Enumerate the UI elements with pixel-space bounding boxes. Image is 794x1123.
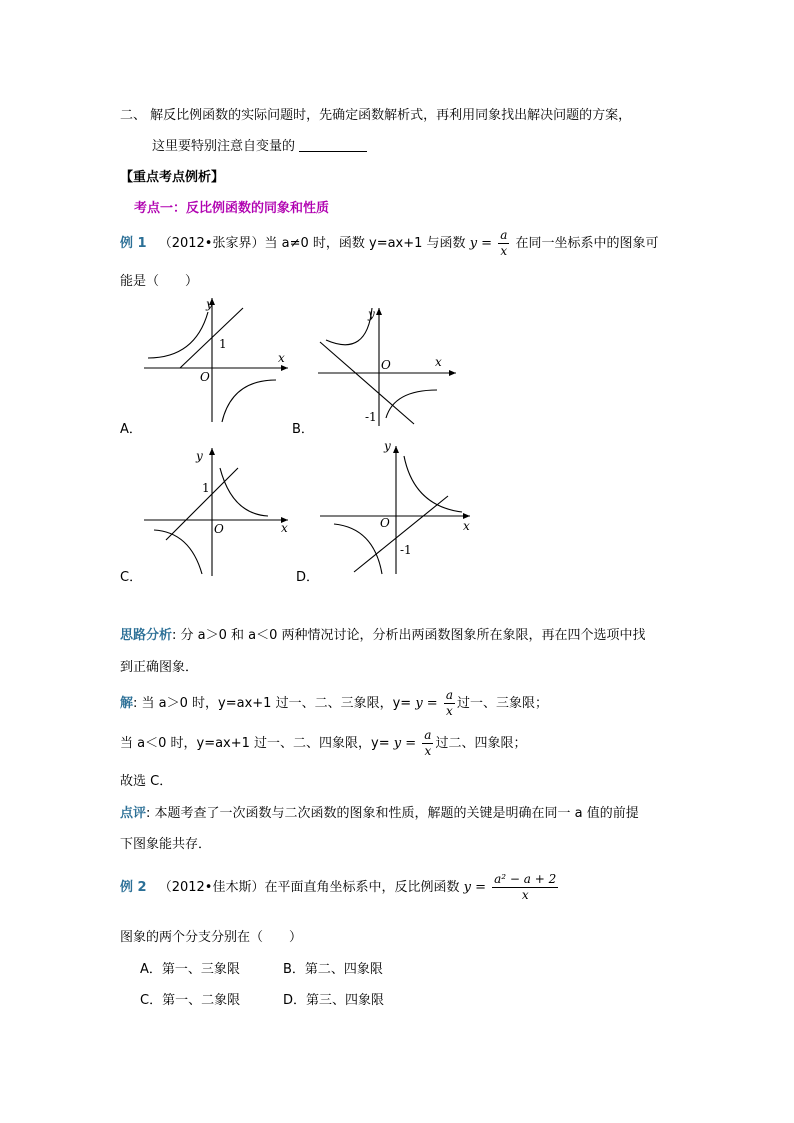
- graph-b: [312, 298, 462, 430]
- graph-d: [314, 436, 474, 580]
- intercept-label: -1: [365, 410, 377, 424]
- graph-c: [140, 440, 292, 580]
- intercept-label: -1: [400, 543, 412, 557]
- hyperbola-branch: [220, 468, 268, 516]
- frac-numerator: a² − a + 2: [494, 872, 557, 886]
- hyperbola-branch: [148, 312, 208, 358]
- example1-text-after: 在同一坐标系中的图象可: [515, 236, 659, 251]
- solution-line3: 故选 C．: [120, 774, 173, 789]
- y-label: y: [384, 439, 391, 453]
- example1-fraction: [498, 228, 509, 259]
- section2-line2-text: 这里要特别注意自变量的: [152, 139, 296, 154]
- frac-numerator: a: [424, 728, 432, 742]
- answer-blank: [299, 151, 367, 152]
- analysis-label: 思路分析: [120, 628, 173, 643]
- section2-line1: 二、 解反比例函数的实际问题时，先确定函数解析式，再利用同象找出解决问题的方案，: [120, 108, 632, 123]
- y-label: y: [206, 297, 213, 311]
- key-points-heading: 【重点考点例析】: [120, 170, 225, 185]
- hyperbola-branch: [334, 524, 382, 574]
- frac-denominator: x: [521, 888, 529, 902]
- y-arrow: [376, 308, 382, 315]
- graph-a: [140, 290, 292, 426]
- option-b-label: B．: [292, 422, 314, 437]
- hyperbola-branch: [154, 530, 202, 574]
- comment-line1: [120, 802, 639, 821]
- example2-option-d: D．第三、四象限: [283, 993, 385, 1008]
- intercept-label: 1: [219, 337, 227, 351]
- solution-text2b: 过二、四象限；: [435, 736, 527, 751]
- solution-fraction-1: [444, 688, 455, 719]
- frac-numerator: a: [500, 228, 508, 242]
- example1-y-eq: y =: [469, 236, 493, 251]
- y-arrow: [393, 446, 399, 453]
- origin-label: O: [381, 358, 391, 372]
- solution-line2: [120, 728, 526, 759]
- solution-y-eq: y =: [393, 736, 417, 751]
- example1-line2: 能是（ ）: [120, 274, 199, 289]
- x-arrow: [449, 370, 456, 376]
- example1-text-before: （2012•张家界）当 a≠0 时，函数 y=ax+1 与函数: [158, 236, 466, 251]
- solution-y-eq: y =: [415, 696, 438, 711]
- example2-option-a: A．第一、三象限: [140, 962, 240, 977]
- hyperbola-branch: [326, 308, 372, 345]
- example2-option-c: C．第一、二象限: [140, 993, 241, 1008]
- solution-fraction-2: [422, 728, 433, 759]
- example2-line1: [120, 872, 560, 903]
- hyperbola-branch: [386, 390, 437, 418]
- frac-denominator: x: [500, 244, 508, 258]
- x-arrow: [281, 365, 288, 371]
- origin-label: O: [214, 522, 224, 536]
- frac-denominator: x: [424, 744, 432, 758]
- example2-label: 例 2: [120, 880, 147, 895]
- origin-label: O: [380, 516, 390, 530]
- solution-label: 解: [120, 696, 134, 711]
- solution-text1b: 过一、三象限；: [456, 696, 548, 711]
- y-label: y: [196, 449, 203, 463]
- frac-numerator: a: [445, 688, 453, 702]
- example2-line2: 图象的两个分支分别在（ ）: [120, 930, 303, 945]
- kaodian-title: 考点一：反比例函数的同象和性质: [134, 201, 330, 216]
- solution-line1: [120, 688, 548, 719]
- line-graph: [166, 468, 238, 540]
- example2-option-b: B．第二、四象限: [283, 962, 383, 977]
- example2-fraction: [492, 872, 558, 903]
- example1-label: 例 1: [120, 236, 147, 251]
- example1-line1: [120, 228, 659, 259]
- example2-y-eq: y =: [463, 880, 486, 895]
- intercept-label: 1: [202, 481, 210, 495]
- example2-text: （2012•佳木斯）在平面直角坐标系中，反比例函数: [158, 880, 460, 895]
- section2-line2: [152, 135, 367, 154]
- analysis-line1: [120, 624, 646, 643]
- analysis-text1: : 分 a＞0 和 a＜0 两种情况讨论，分析出两函数图象所在象限，再在四个选项中找: [172, 628, 646, 643]
- comment-line2: 下图象能共存．: [120, 837, 212, 852]
- hyperbola-branch: [222, 380, 276, 422]
- analysis-line2: 到正确图象．: [120, 660, 199, 675]
- line-graph: [354, 496, 448, 572]
- x-label: x: [463, 519, 470, 533]
- solution-text2a: 当 a＜0 时，y=ax+1 过一、二、四象限，y=: [120, 736, 390, 751]
- x-label: x: [435, 355, 442, 369]
- comment-label: 点评: [120, 806, 147, 821]
- option-c-label: C．: [120, 570, 143, 585]
- y-arrow: [209, 448, 215, 455]
- option-d-label: D．: [296, 570, 320, 585]
- solution-text1a: : 当 a＞0 时，y=ax+1 过一、二、三象限，y=: [133, 696, 412, 711]
- hyperbola-branch: [404, 456, 462, 512]
- comment-text1: : 本题考查了一次函数与二次函数的图象和性质，解题的关键是明确在同一 a 值的前提: [146, 806, 639, 821]
- frac-denominator: x: [446, 704, 453, 718]
- option-a-label: A．: [120, 422, 142, 437]
- x-label: x: [281, 521, 288, 535]
- x-label: x: [278, 351, 285, 365]
- y-label: y: [368, 307, 375, 321]
- origin-label: O: [200, 370, 210, 384]
